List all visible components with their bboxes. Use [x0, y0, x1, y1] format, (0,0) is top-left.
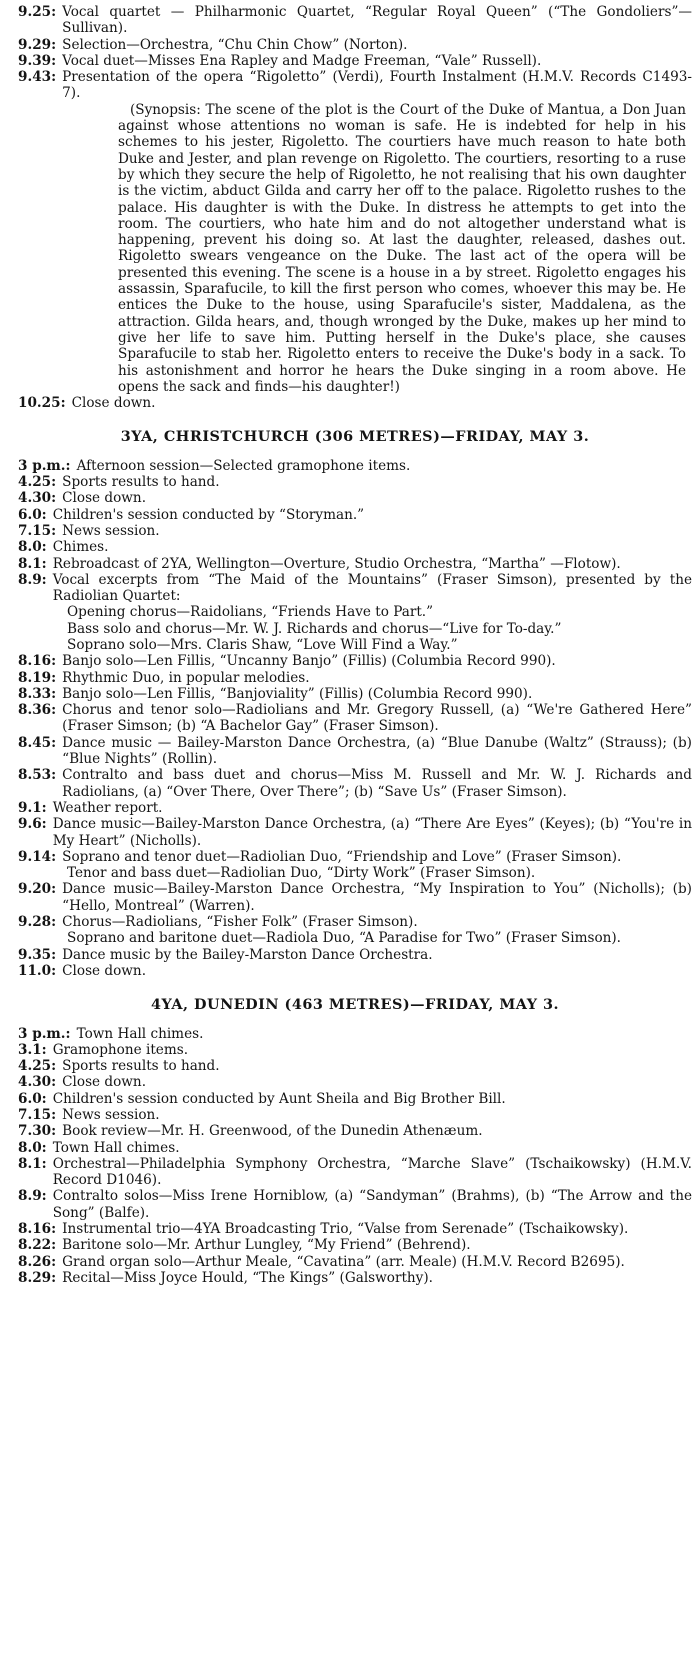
- list-item: 7.30 : Book review—Mr. H. Greenwood, of the Dunedin Athenæum.: [18, 1123, 692, 1139]
- sub-item: Bass solo and chorus—Mr. W. J. Richards and chorus—“Live for To-day.”: [67, 620, 562, 637]
- list-item: 4.30 : Close down.: [18, 490, 692, 506]
- list-item: 8.16 : Banjo solo—Len Fillis, “Uncanny Banjo” (Fillis) (Columbia Record 990).: [18, 653, 692, 669]
- list-item: 8.22 : Baritone solo—Mr. Arthur Lungley, “My Friend” (Behrend).: [18, 1237, 692, 1253]
- list-item: 8.9 : Contralto solos—Miss Irene Horniblow, (a) “Sandyman” (Brahms), (b) “The Arrow and the Song” (Balfe).: [18, 1188, 692, 1221]
- continued-programme: [18, 4, 692, 411]
- list-item: 4.25 : Sports results to hand.: [18, 1058, 692, 1074]
- list-item: 9.25 : Vocal quartet — Philharmonic Quartet, “Regular Royal Queen” (“The Gondoliers”—Sullivan).: [18, 4, 692, 37]
- list-item: 9.1 : Weather report.: [18, 800, 692, 816]
- list-item: 8.19 : Rhythmic Duo, in popular melodies.: [18, 670, 692, 686]
- opera-synopsis: (Synopsis: The scene of the plot is the Court of the Duke of Mantua, a Don Juan against whose attentions no woman is safe. He is indebted for help in his schemes to his jester, Rigoletto. The courtiers have much reason to hate both Duke and Jester, and plan revenge on Rigoletto. The courtiers, resorting to a ruse by which they secure the help of Rigoletto, he not realising that his own daughter is the victim, abduct Gilda and carry her off to the palace. Rigoletto rushes to the palace. His daughter is with the Duke. In distress he attempts to get into the room. The courtiers, who hate him and do not altogether understand what is happening, prevent his doing so. At last the daughter, released, dashes out. Rigoletto swears vengeance on the Duke. The last act of the opera will be presented this evening. The scene is a house in a by street. Rigoletto engages his assassin, Sparafucile, to kill the first person who comes, whoever this may be. He entices the Duke to the house, using Sparafucile's sister, Maddalena, as the attraction. Gilda hears, and, though wronged by the Duke, makes up her mind to give her life to save him. Putting herself in the Duke's place, she causes Sparafucile to stab her. Rigoletto enters to receive the Duke's body in a sack. To his astonishment and horror he hears the Duke singing in a room above. He opens the sack and finds—his daughter!): [118, 101, 686, 395]
- list-item: 9.43 : Presentation of the opera “Rigoletto” (Verdi), Fourth Instalment (H.M.V. Records C1493-7).: [18, 69, 692, 102]
- list-item: 9.35 : Dance music by the Bailey-Marston Dance Orchestra.: [18, 947, 692, 963]
- section-heading-4ya: 4YA, DUNEDIN (463 METRES)—FRIDAY, MAY 3.: [150, 996, 560, 1014]
- programme-3ya: [18, 458, 692, 980]
- list-item: 6.0 : Children's session conducted by Aunt Sheila and Big Brother Bill.: [18, 1091, 692, 1107]
- list-item: 3.1 : Gramophone items.: [18, 1042, 692, 1058]
- list-item: 7.15 : News session.: [18, 1107, 692, 1123]
- list-item: 9.28 : Chorus—Radiolians, “Fisher Folk” (Fraser Simson).: [18, 914, 692, 930]
- list-item: 4.25 : Sports results to hand.: [18, 474, 692, 490]
- list-item: 8.16 : Instrumental trio—4YA Broadcasting Trio, “Valse from Serenade” (Tschaikowsky).: [18, 1221, 692, 1237]
- list-item: 6.0 : Children's session conducted by “Storyman.”: [18, 507, 692, 523]
- sub-item: Soprano solo—Mrs. Claris Shaw, “Love Will Find a Way.”: [67, 636, 458, 653]
- list-item: 8.45 : Dance music — Bailey-Marston Dance Orchestra, (a) “Blue Danube (Waltz” (Strauss); (b) “Blue Nights” (Rollin).: [18, 735, 692, 768]
- list-item: 8.53 : Contralto and bass duet and chorus—Miss M. Russell and Mr. W. J. Richards and Radiolians, (a) “Over There, Over There”; (b) “Save Us” (Fraser Simson).: [18, 767, 692, 800]
- list-item: 9.39 : Vocal duet—Misses Ena Rapley and Madge Freeman, “Vale” Russell).: [18, 53, 692, 69]
- list-item: 3 p.m. : Town Hall chimes.: [18, 1026, 692, 1042]
- sub-item: Tenor and bass duet—Radiolian Duo, “Dirty Work” (Fraser Simson).: [67, 865, 536, 882]
- list-item: 9.20 : Dance music—Bailey-Marston Dance Orchestra, “My Inspiration to You” (Nicholls); (b) “Hello, Montreal” (Warren).: [18, 881, 692, 914]
- sub-item: Soprano and baritone duet—Radiola Duo, “A Paradise for Two” (Fraser Simson).: [67, 930, 622, 947]
- list-item: 9.29 : Selection—Orchestra, “Chu Chin Chow” (Norton).: [18, 37, 692, 53]
- list-item: 8.29 : Recital—Miss Joyce Hould, “The Kings” (Galsworthy).: [18, 1270, 692, 1286]
- list-item: 11.0 : Close down.: [18, 963, 692, 979]
- list-item: 8.9 : Vocal excerpts from “The Maid of the Mountains” (Fraser Simson), presented by the Radiolian Quartet:: [18, 572, 692, 605]
- list-item: 3 p.m. : Afternoon session—Selected gramophone items.: [18, 458, 692, 474]
- list-item: 8.1 : Rebroadcast of 2YA, Wellington—Overture, Studio Orchestra, “Martha” —Flotow).: [18, 556, 692, 572]
- list-item: 4.30 : Close down.: [18, 1074, 692, 1090]
- programme-4ya: [18, 1026, 692, 1287]
- sub-item: Opening chorus—Raidolians, “Friends Have to Part.”: [67, 604, 434, 621]
- list-item: 8.0 : Town Hall chimes.: [18, 1140, 692, 1156]
- list-item: 8.33 : Banjo solo—Len Fillis, “Banjoviality” (Fillis) (Columbia Record 990).: [18, 686, 692, 702]
- list-item: 10.25 : Close down.: [18, 395, 692, 411]
- list-item: 9.14 : Soprano and tenor duet—Radiolian Duo, “Friendship and Love” (Fraser Simson).: [18, 849, 692, 865]
- list-item: 8.36 : Chorus and tenor solo—Radiolians and Mr. Gregory Russell, (a) “We're Gathered Here” (Fraser Simson; (b) “A Bachelor Gay” (Fraser Simson).: [18, 702, 692, 735]
- list-item: 9.6 : Dance music—Bailey-Marston Dance Orchestra, (a) “There Are Eyes” (Keyes); (b) “You're in My Heart” (Nicholls).: [18, 816, 692, 849]
- list-item: 7.15 : News session.: [18, 523, 692, 539]
- list-item: 8.1 : Orchestral—Philadelphia Symphony Orchestra, “Marche Slave” (Tschaikowsky) (H.M.V. Record D1046).: [18, 1156, 692, 1189]
- list-item: 8.0 : Chimes.: [18, 539, 692, 555]
- list-item: 8.26 : Grand organ solo—Arthur Meale, “Cavatina” (arr. Meale) (H.M.V. Record B2695).: [18, 1254, 692, 1270]
- section-heading-3ya: 3YA, CHRISTCHURCH (306 METRES)—FRIDAY, MAY 3.: [120, 428, 590, 446]
